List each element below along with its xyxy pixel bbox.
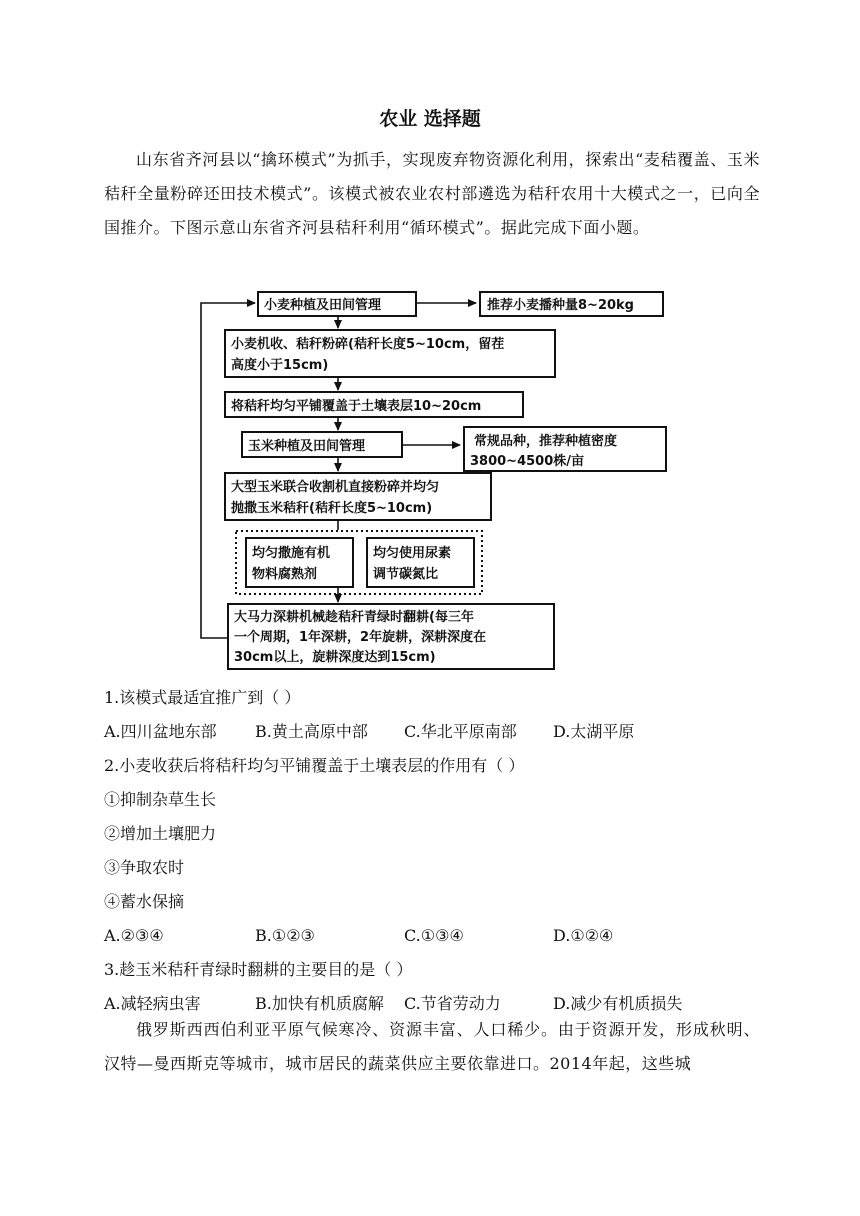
box-corn-harvest-line2: 抛撒玉米秸秆(秸秆长度5~10cm): [231, 501, 433, 516]
q3-option-b[interactable]: B.加快有机质腐解: [255, 994, 384, 1013]
box-seed-rate-label: 推荐小麦播种量8~20kg: [487, 298, 634, 313]
passage-siberia: 俄罗斯西西伯利亚平原气候寒冷、资源丰富、人口稀少。由于资源开发，形成秋明、汉特—曼西斯克等城市，城市居民的蔬菜供应主要依靠进口。2014年起，这些城: [104, 1020, 760, 1073]
box-deep-tillage-line1: 大马力深耕机械趁秸秆青绿时翻耕(每三年: [234, 610, 474, 625]
q2-statement-1: ①抑制杂草生长: [104, 790, 217, 809]
q2-option-d[interactable]: D.①②④: [553, 926, 614, 945]
box-planting-density-line1: 常规品种，推荐种植密度: [474, 434, 618, 449]
q3-stem: 3.趁玉米秸秆青绿时翻耕的主要目的是（ ）: [104, 960, 413, 979]
intro-paragraph: 山东省齐河县以“擒环模式”为抓手，实现废弃物资源化利用，探索出“麦秸覆盖、玉米秸秆全量粉碎还田技术模式”。该模式被农业农村部遴选为秸秆农用十大模式之一，已向全国推介。下图示意山东省齐河县秸秆利用“循环模式”。据此完成下面小题。: [104, 150, 760, 237]
q2-option-c[interactable]: C.①③④: [404, 926, 464, 945]
q3-option-a[interactable]: A.减轻病虫害: [104, 994, 201, 1013]
q3-option-d[interactable]: D.减少有机质损失: [553, 994, 683, 1013]
box-urea-line1: 均匀使用尿素: [373, 546, 452, 561]
box-planting-density-line2: 3800~4500株/亩: [470, 454, 585, 469]
q1-option-d[interactable]: D.太湖平原: [553, 722, 635, 741]
q2-statement-4: ④蓄水保摘: [104, 892, 185, 911]
box-wheat-harvest-line1: 小麦机收、秸秆粉碎(秸秆长度5~10cm，留茬: [231, 337, 505, 352]
q2-option-a[interactable]: A.②③④: [104, 926, 164, 945]
q1-option-c[interactable]: C.华北平原南部: [404, 722, 517, 741]
q2-statement-2: ②增加土壤肥力: [104, 824, 217, 843]
q2-option-b[interactable]: B.①②③: [255, 926, 315, 945]
q1-stem: 1.该模式最适宜推广到（ ）: [104, 688, 301, 707]
q2-statement-3: ③争取农时: [104, 858, 185, 877]
box-deep-tillage-line2: 一个周期，1年深耕，2年旋耕，深耕深度在: [234, 630, 487, 645]
box-corn-planting-label: 玉米种植及田间管理: [248, 439, 366, 454]
box-wheat-planting-label: 小麦种植及田间管理: [264, 298, 382, 313]
q1-option-b[interactable]: B.黄土高原中部: [255, 722, 368, 741]
box-straw-cover-label: 将秸秆均匀平铺覆盖于土壤表层10~20cm: [231, 399, 482, 414]
box-corn-harvest-line1: 大型玉米联合收割机直接粉碎并均匀: [231, 480, 440, 495]
q2-stem: 2.小麦收获后将秸秆均匀平铺覆盖于土壤表层的作用有（ ）: [104, 756, 525, 775]
box-decomposer-line1: 均匀撒施有机: [252, 546, 331, 561]
box-deep-tillage-line3: 30cm以上，旋耕深度达到15cm): [234, 650, 436, 665]
q3-option-c[interactable]: C.节省劳动力: [404, 994, 501, 1013]
page-title: 农业 选择题: [379, 108, 481, 130]
box-decomposer-line2: 物料腐熟剂: [252, 567, 318, 582]
box-urea-line2: 调节碳氮比: [373, 567, 439, 582]
q1-option-a[interactable]: A.四川盆地东部: [104, 722, 217, 741]
box-wheat-harvest-line2: 高度小于15cm): [231, 358, 329, 373]
